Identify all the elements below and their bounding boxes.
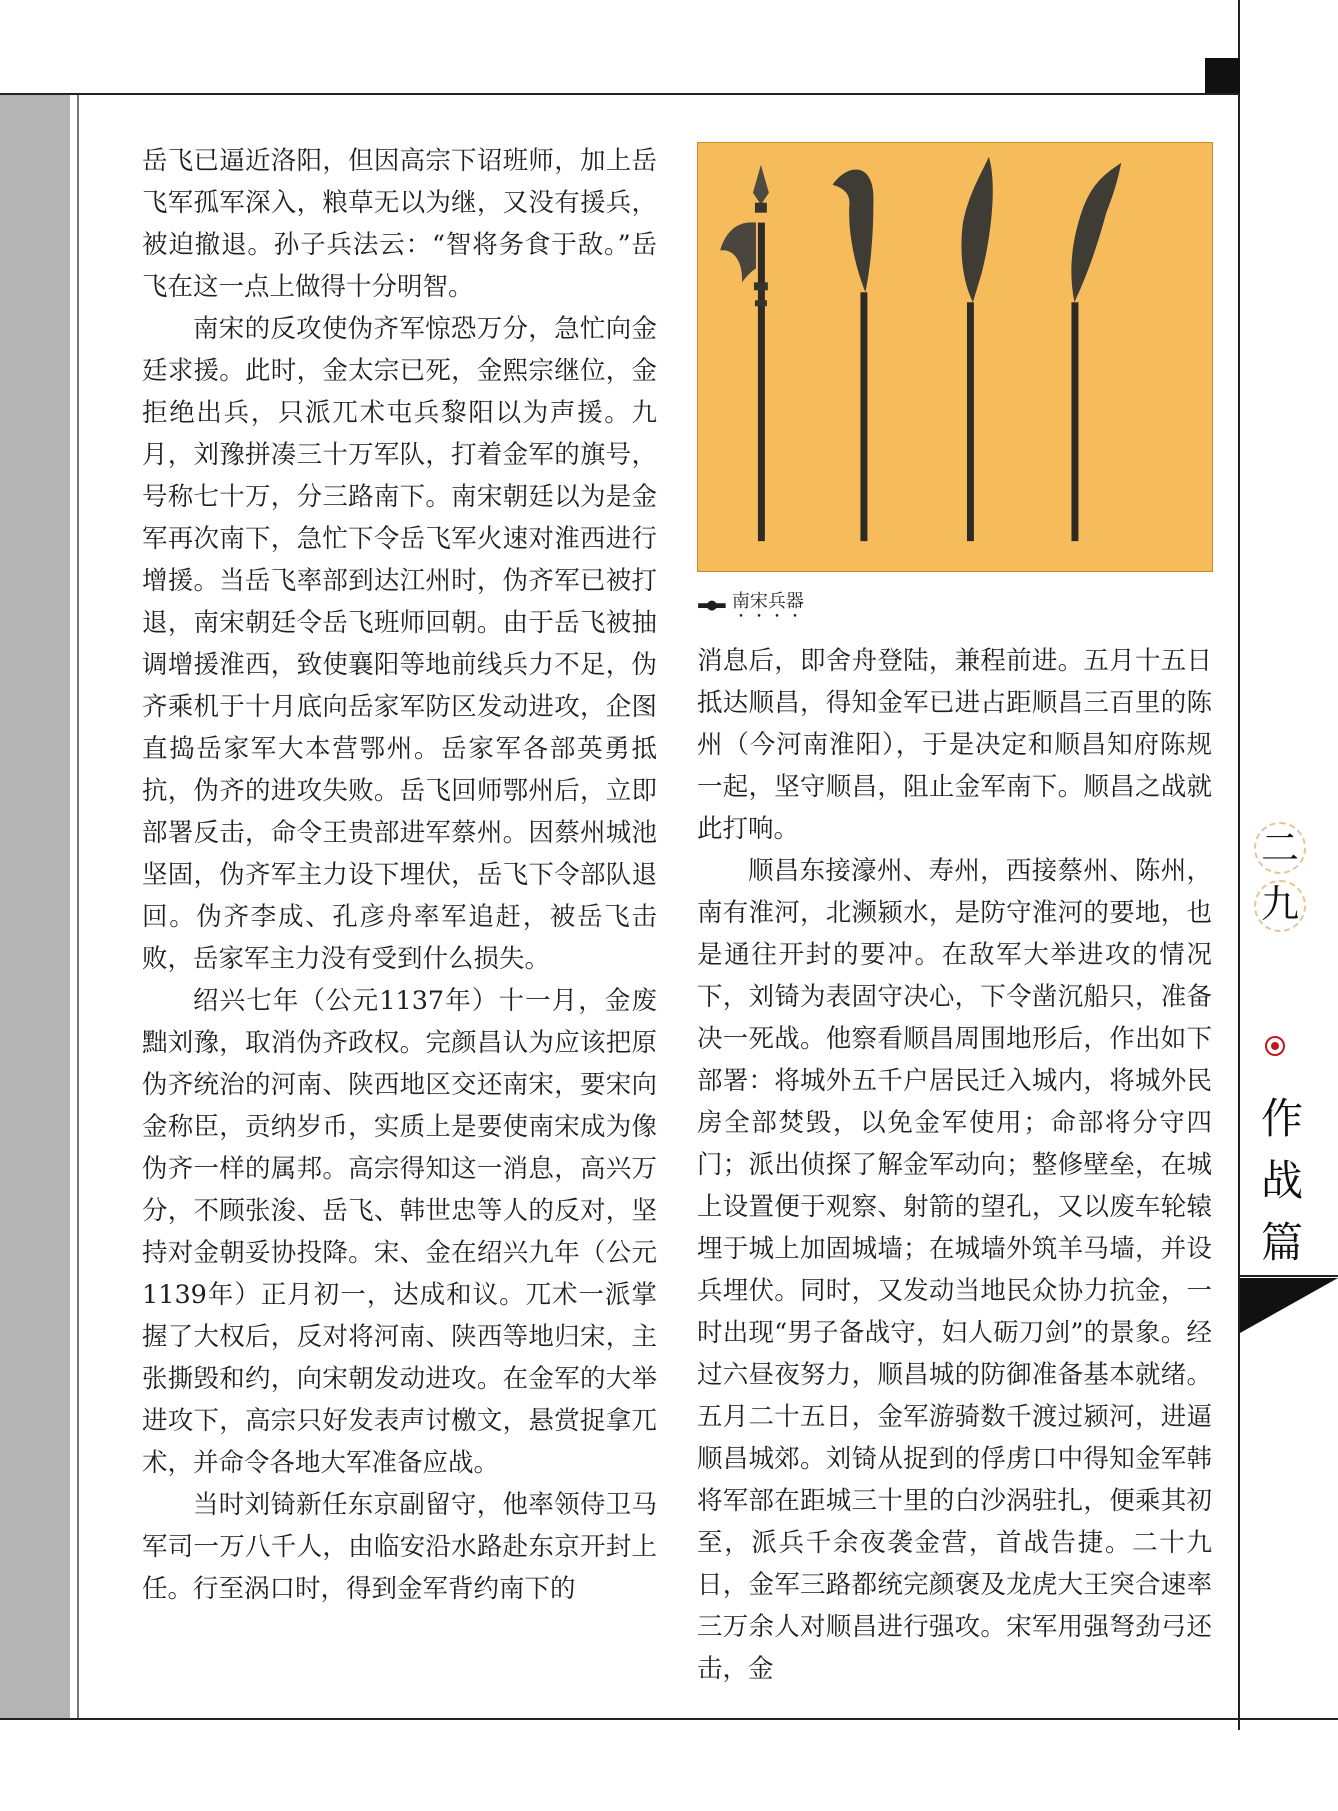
left-text-column — [142, 140, 657, 1610]
crescent-glaive-image — [961, 157, 992, 541]
right-rule — [1238, 0, 1240, 1730]
right-text-column — [697, 640, 1212, 1690]
hooked-glaive-image — [833, 169, 874, 541]
section-bullet-icon — [1265, 1036, 1285, 1056]
paragraph: 绍兴七年（公元1137年）十一月，金废黜刘豫，取消伪齐政权。完颜昌认为应该把原伪齐统治的河南、陕西地区交还南宋，要宋向金称臣，贡纳岁币，实质上是要使南宋成为像伪齐一样的属邦。高宗得知这一消息，高兴万分，不顾张浚、岳飞、韩世忠等人的反对，坚持对金朝妥协投降。宋、金在绍兴九年（公元1139年）正月初一，达成和议。兀术一派掌握了大权后，反对将河南、陕西等地归宋，主张撕毁和约，向宋朝发动进攻。在金军的大举进攻下，高宗只好发表声讨檄文，悬赏捉拿兀术，并命令各地大军准备应战。 — [142, 986, 657, 1478]
halberd-image — [720, 165, 769, 541]
section-rule — [1240, 1275, 1338, 1277]
bottom-rule — [0, 1718, 1338, 1720]
caption-marker-icon: ▬●▬ — [697, 598, 724, 613]
figure-caption: ▬●▬ 南宋兵器 — [697, 590, 804, 622]
corner-marker — [1205, 58, 1240, 93]
section-title: 作 战 篇 — [1260, 1094, 1303, 1267]
top-rule — [0, 93, 1240, 95]
paragraph: 岳飞已逼近洛阳，但因高宗下诏班师，加上岳飞军孤军深入，粮草无以为继，又没有援兵，被迫撤退。孙子兵法云：“智将务食于敌。”岳飞在这一点上做得十分明智。 — [142, 146, 657, 302]
weapons-illustration — [697, 142, 1213, 572]
paragraph: 南宋的反攻使伪齐军惊恐万分，急忙向金廷求援。此时，金太宗已死，金熙宗继位，金拒绝出兵，只派兀术屯兵黎阳以为声援。九月，刘豫拼凑三十万军队，打着金军的旗号，号称七十万，分三路南下。南宋朝廷以为是金军再次南下，急忙下令岳飞军火速对淮西进行增援。当岳飞率部到达江州时，伪齐军已被打退，南宋朝廷令岳飞班师回朝。由于岳飞被抽调增援淮西，致使襄阳等地前线兵力不足，伪齐乘机于十月底向岳家军防区发动进攻，企图直捣岳家军大本营鄂州。岳家军各部英勇抵抗，伪齐的进攻失败。岳飞回师鄂州后，立即部署反击，命令王贵部进军蔡州。因蔡州城池坚固，伪齐军主力设下埋伏，岳飞下令部队退回。伪齐李成、孔彦舟率军追赶，被岳飞击败，岳家军主力没有受到什么损失。 — [142, 314, 657, 974]
left-margin-bar — [0, 95, 70, 1720]
paragraph: 当时刘锜新任东京副留守，他率领侍卫马军司一万八千人，由临安沿水路赴东京开封上任。行至涡口时，得到金军背约南下的 — [142, 1490, 657, 1604]
broad-glaive-image — [1071, 163, 1121, 541]
decorative-wedge — [1240, 1278, 1338, 1333]
page-number: 二 九 — [1250, 820, 1314, 950]
left-margin-rule — [77, 95, 79, 1720]
paragraph: 消息后，即舍舟登陆，兼程前进。五月十五日抵达顺昌，得知金军已进占距顺昌三百里的陈州（今河南淮阳），于是决定和顺昌知府陈规一起，坚守顺昌，阻止金军南下。顺昌之战就此打响。 — [697, 646, 1212, 844]
paragraph: 顺昌东接濠州、寿州，西接蔡州、陈州，南有淮河，北濒颍水，是防守淮河的要地，也是通往开封的要冲。在敌军大举进攻的情况下，刘锜为表固守决心，下令凿沉船只，准备决一死战。他察看顺昌周围地形后，作出如下部署：将城外五千户居民迁入城内，将城外民房全部焚毁，以免金军使用；命部将分守四门；派出侦探了解金军动向；整修壁垒，在城上设置便于观察、射箭的望孔，又以废车轮辕埋于城上加固城墙；在城墙外筑羊马墙，并设兵埋伏。同时，又发动当地民众协力抗金，一时出现“男子备战守，妇人砺刀剑”的景象。经过六昼夜努力，顺昌城的防御准备基本就绪。五月二十五日，金军游骑数千渡过颍河，进逼顺昌城郊。刘锜从捉到的俘虏口中得知金军韩将军部在距城三十里的白沙涡驻扎，便乘其初至，派兵千余夜袭金营，首战告捷。二十九日，金军三路都统完颜褒及龙虎大王突合速率三万余人对顺昌进行强攻。宋军用强弩劲弓还击，金 — [697, 856, 1212, 1684]
